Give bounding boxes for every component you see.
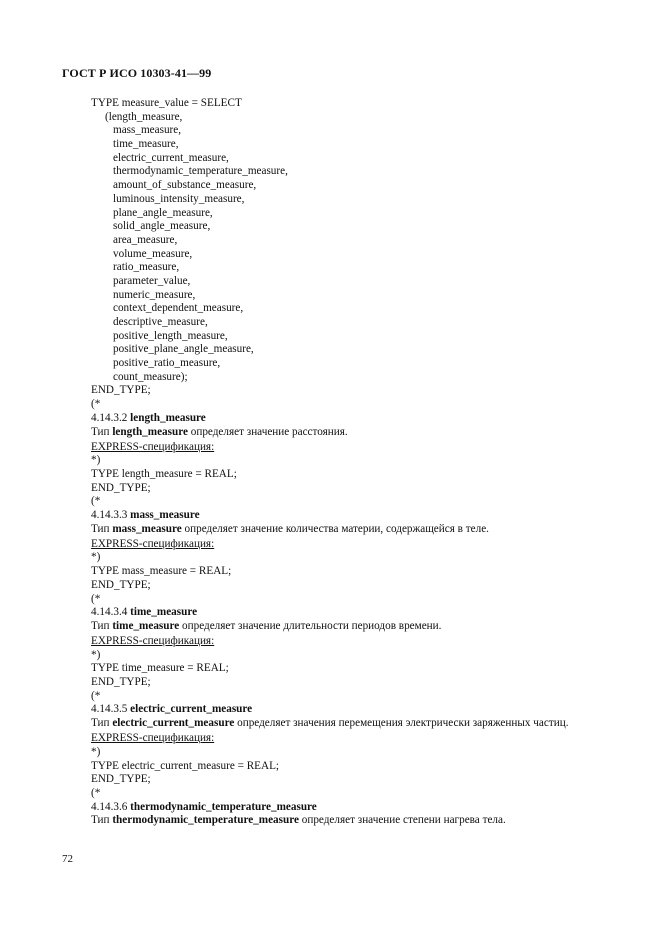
desc-rest: определяет значение расстояния. xyxy=(190,425,348,438)
comment-open: (* xyxy=(91,786,101,799)
end-type-line: END_TYPE; xyxy=(91,676,151,689)
select-item: context_dependent_measure, xyxy=(113,302,244,315)
desc-name: time_measure xyxy=(112,619,180,632)
section-description xyxy=(91,620,631,634)
desc-rest: определяет значение длительности периодов времени. xyxy=(182,619,442,632)
type-definition: TYPE time_measure = REAL; xyxy=(91,662,229,675)
select-item: solid_angle_measure, xyxy=(113,220,211,233)
desc-rest: определяет значение количества материи, содержащейся в теле. xyxy=(184,522,489,535)
section-name: mass_measure xyxy=(130,509,200,522)
section-heading xyxy=(91,412,631,426)
select-item: positive_ratio_measure, xyxy=(113,357,221,370)
section-heading xyxy=(91,801,631,815)
select-item: positive_length_measure, xyxy=(113,329,228,342)
section-number: 4.14.3.6 xyxy=(91,800,128,813)
section-number: 4.14.3.5 xyxy=(91,703,128,716)
desc-name: electric_current_measure xyxy=(112,717,235,730)
section-heading xyxy=(91,703,631,717)
section-number: 4.14.3.2 xyxy=(91,411,128,424)
desc-prefix: Тип xyxy=(91,425,110,438)
end-type-line: END_TYPE; xyxy=(91,384,151,397)
select-item: volume_measure, xyxy=(113,247,193,260)
select-item: mass_measure, xyxy=(113,124,182,137)
select-item: time_measure, xyxy=(113,138,179,151)
type-definition: TYPE mass_measure = REAL; xyxy=(91,565,232,578)
comment-open: (* xyxy=(91,495,101,508)
express-spec-label: EXPRESS-спецификация: xyxy=(91,732,215,745)
select-item: (length_measure, xyxy=(105,110,183,123)
document-header: ГОСТ Р ИСО 10303-41—99 xyxy=(62,66,212,80)
type-definition: TYPE length_measure = REAL; xyxy=(91,467,237,480)
section-heading xyxy=(91,509,631,523)
select-item: ratio_measure, xyxy=(113,261,180,274)
desc-prefix: Тип xyxy=(91,522,110,535)
section-description xyxy=(91,523,631,537)
select-item: count_measure); xyxy=(113,370,188,383)
comment-close: *) xyxy=(91,745,101,758)
select-item: parameter_value, xyxy=(113,274,191,287)
end-type-line: END_TYPE; xyxy=(91,481,151,494)
page-number: 72 xyxy=(62,853,73,865)
select-item: area_measure, xyxy=(113,233,178,246)
select-item: descriptive_measure, xyxy=(113,316,208,328)
select-item: luminous_intensity_measure, xyxy=(113,192,245,205)
select-item: electric_current_measure, xyxy=(113,151,229,164)
desc-rest: определяет значения перемещения электрически заряженных частиц. xyxy=(237,717,569,730)
section-heading xyxy=(91,606,631,620)
desc-rest: определяет значение степени нагрева тела. xyxy=(301,814,506,827)
section-name: thermodynamic_temperature_measure xyxy=(130,800,317,813)
section-number: 4.14.3.4 xyxy=(91,606,128,619)
desc-name: length_measure xyxy=(112,425,188,438)
select-item: amount_of_substance_measure, xyxy=(113,179,257,192)
express-spec-label: EXPRESS-спецификация: xyxy=(91,440,215,453)
end-type-line: END_TYPE; xyxy=(91,773,151,786)
comment-close: *) xyxy=(91,551,101,564)
select-item: positive_plane_angle_measure, xyxy=(113,343,254,356)
desc-prefix: Тип xyxy=(91,814,110,827)
select-item: thermodynamic_temperature_measure, xyxy=(113,165,288,178)
express-spec-label: EXPRESS-спецификация: xyxy=(91,634,215,647)
desc-name: mass_measure xyxy=(112,522,182,535)
section-description xyxy=(91,426,631,440)
comment-open: (* xyxy=(91,592,101,605)
type-definition: TYPE electric_current_measure = REAL; xyxy=(91,759,280,772)
section-description xyxy=(91,717,631,731)
desc-prefix: Тип xyxy=(91,717,110,730)
comment-close: *) xyxy=(91,454,101,467)
document-body xyxy=(91,97,631,828)
section-description xyxy=(91,814,631,828)
comment-open: (* xyxy=(91,398,101,411)
select-item: plane_angle_measure, xyxy=(113,206,213,219)
section-name: length_measure xyxy=(130,411,206,424)
select-type-head: TYPE measure_value = SELECT xyxy=(91,97,242,109)
desc-name: thermodynamic_temperature_measure xyxy=(112,814,299,827)
comment-close: *) xyxy=(91,648,101,661)
select-item: numeric_measure, xyxy=(113,288,196,301)
desc-prefix: Тип xyxy=(91,619,110,632)
section-name: time_measure xyxy=(130,606,198,619)
end-type-line: END_TYPE; xyxy=(91,578,151,591)
section-number: 4.14.3.3 xyxy=(91,509,128,522)
section-name: electric_current_measure xyxy=(130,703,253,716)
comment-open: (* xyxy=(91,689,101,702)
express-spec-label: EXPRESS-спецификация: xyxy=(91,537,215,550)
